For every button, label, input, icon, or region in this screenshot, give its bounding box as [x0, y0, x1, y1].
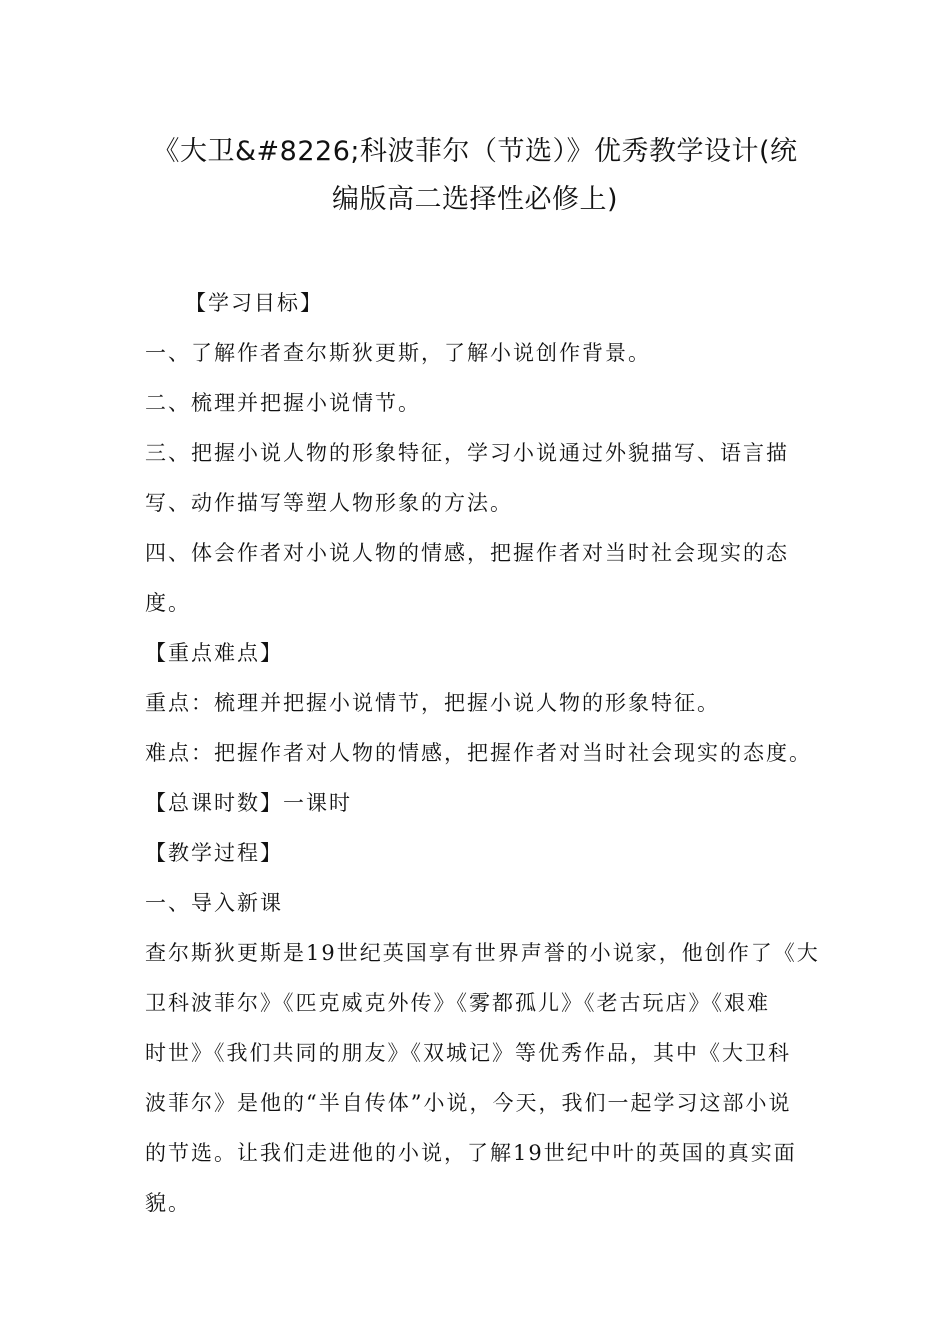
document-title [120, 128, 830, 224]
intro-line-3: 时世》《我们共同的朋友》《双城记》等优秀作品，其中《大卫科 [145, 1041, 791, 1065]
intro-line-1: 查尔斯狄更斯是19世纪英国享有世界声誉的小说家，他创作了《大 [145, 941, 820, 965]
intro-line-6: 貌。 [145, 1191, 191, 1215]
goal-2: 二、梳理并把握小说情节。 [145, 391, 421, 415]
step-1-heading: 一、导入新课 [145, 891, 283, 915]
goal-4-line-1: 四、体会作者对小说人物的情感，把握作者对当时社会现实的态 [145, 541, 789, 565]
difficult-point: 难点：把握作者对人物的情感，把握作者对当时社会现实的态度。 [145, 741, 812, 765]
goal-1: 一、了解作者查尔斯狄更斯，了解小说创作背景。 [145, 341, 651, 365]
key-heading: 【重点难点】 [145, 641, 283, 665]
key-point: 重点：梳理并把握小说情节，把握小说人物的形象特征。 [145, 691, 720, 715]
intro-line-4: 波菲尔》是他的“半自传体”小说，今天，我们一起学习这部小说 [145, 1091, 792, 1115]
process-heading: 【教学过程】 [145, 841, 283, 865]
document-body [145, 278, 820, 1228]
goal-4-line-2: 度。 [145, 591, 191, 615]
intro-line-5: 的节选。让我们走进他的小说，了解19世纪中叶的英国的真实面 [145, 1141, 797, 1165]
class-hours: 【总课时数】一课时 [145, 791, 352, 815]
goal-3-line-2: 写、动作描写等塑人物形象的方法。 [145, 491, 513, 515]
goals-heading: 【学习目标】 [185, 291, 323, 315]
title-line-1: 《大卫&#8226;科波菲尔（节选）》优秀教学设计(统 [152, 136, 798, 167]
goal-3-line-1: 三、把握小说人物的形象特征，学习小说通过外貌描写、语言描 [145, 441, 789, 465]
intro-line-2: 卫科波菲尔》《匹克威克外传》《雾都孤儿》《老古玩店》《艰难 [145, 991, 770, 1015]
title-line-2: 编版高二选择性必修上) [331, 184, 619, 215]
